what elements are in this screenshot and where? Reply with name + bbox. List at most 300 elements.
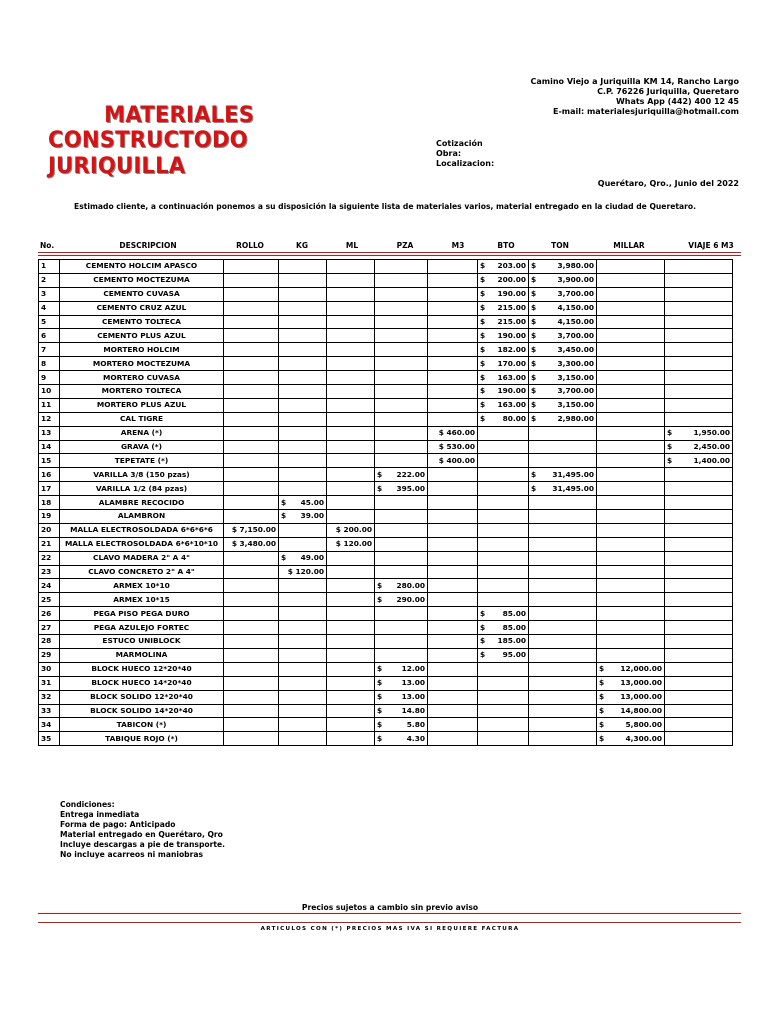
price-cell-bto [478,440,529,454]
price-cell-viaje [665,260,733,274]
price-cell-millar: $ 12,000.00 [597,662,665,676]
row-number: 10 [39,385,60,399]
price-cell-ml [327,496,375,510]
condition-line: Entrega inmediata [60,810,140,819]
price-cell-viaje [665,593,733,607]
price-cell-ton: $ 2,980.00 [529,412,597,426]
price-cell-millar [597,440,665,454]
price-cell-bto: $ 163.00 [478,398,529,412]
price-cell-pza [375,607,428,621]
price-cell-ml [327,704,375,718]
price-cell-rollo [224,426,279,440]
price-cell-millar [597,357,665,371]
table-row [39,648,733,662]
price-cell-m3 [428,607,478,621]
document-date: Querétaro, Qro., Junio del 2022 [597,179,739,188]
price-cell-kg: $ 39.00 [279,510,327,524]
price-cell-rollo [224,454,279,468]
price-cell-ml [327,565,375,579]
column-header: BTO [497,241,515,250]
price-cell-ml [327,690,375,704]
column-header: DESCRIPCION [119,241,177,250]
price-cell-kg [279,371,327,385]
price-cell-pza [375,371,428,385]
price-cell-kg [279,482,327,496]
price-cell-viaje [665,621,733,635]
price-cell-viaje [665,704,733,718]
price-cell-pza [375,537,428,551]
price-cell-millar [597,468,665,482]
price-cell-ml [327,482,375,496]
table-row [39,385,733,399]
price-cell-ml [327,676,375,690]
row-description: CLAVO CONCRETO 2" A 4" [60,565,224,579]
price-cell-millar [597,579,665,593]
price-cell-pza [375,510,428,524]
price-cell-rollo [224,398,279,412]
price-cell-m3 [428,676,478,690]
price-cell-millar: $ 5,800.00 [597,718,665,732]
price-cell-bto [478,718,529,732]
row-description: CAL TIGRE [60,412,224,426]
column-header: PZA [396,241,414,250]
price-cell-bto [478,704,529,718]
price-cell-rollo [224,468,279,482]
footer-rule [38,922,741,923]
row-description: BLOCK SOLIDO 12*20*40 [60,690,224,704]
price-cell-ml [327,357,375,371]
price-cell-kg [279,690,327,704]
price-cell-ton: $ 3,300.00 [529,357,597,371]
price-cell-ml [327,287,375,301]
price-cell-ton [529,523,597,537]
price-cell-viaje [665,496,733,510]
price-cell-pza [375,523,428,537]
column-header: M3 [451,241,465,250]
price-cell-ton [529,690,597,704]
price-cell-pza [375,648,428,662]
price-cell-ton [529,732,597,746]
row-number: 21 [39,537,60,551]
row-number: 30 [39,662,60,676]
row-description: MARMOLINA [60,648,224,662]
table-row [39,579,733,593]
price-cell-bto: $ 190.00 [478,329,529,343]
phone-line: Whats App (442) 400 12 45 [615,97,739,106]
price-cell-m3 [428,579,478,593]
column-header: KG [296,241,308,250]
price-cell-viaje: $ 1,400.00 [665,454,733,468]
price-cell-ton [529,704,597,718]
price-cell-viaje [665,385,733,399]
price-cell-rollo [224,718,279,732]
price-cell-m3 [428,273,478,287]
intro-text: Estimado cliente, a continuación ponemos a su disposición la siguiente lista de materiales varios, material entregado en la ciudad de Queretaro. [74,202,696,211]
price-cell-kg [279,704,327,718]
price-cell-viaje [665,357,733,371]
price-cell-m3 [428,635,478,649]
price-cell-m3 [428,371,478,385]
price-cell-millar: $ 13,000.00 [597,690,665,704]
price-cell-kg: $ 49.00 [279,551,327,565]
price-cell-pza: $ 395.00 [375,482,428,496]
price-cell-m3 [428,551,478,565]
price-cell-viaje [665,343,733,357]
footer-note: ARTICULOS CON (*) PRECIOS MAS IVA SI REQUIERE FACTURA [260,926,520,932]
row-number: 17 [39,482,60,496]
price-cell-pza [375,385,428,399]
price-cell-kg [279,454,327,468]
price-cell-ml [327,621,375,635]
price-cell-millar [597,260,665,274]
price-table [38,259,733,746]
price-cell-millar [597,565,665,579]
price-cell-bto [478,523,529,537]
price-cell-kg [279,523,327,537]
row-description: MORTERO CUVASA [60,371,224,385]
price-cell-rollo [224,496,279,510]
price-cell-millar: $ 14,800.00 [597,704,665,718]
price-cell-bto: $ 85.00 [478,621,529,635]
price-cell-rollo [224,621,279,635]
price-cell-ton [529,635,597,649]
row-description: ARENA (*) [60,426,224,440]
price-cell-millar [597,412,665,426]
price-cell-rollo [224,385,279,399]
price-cell-ton [529,676,597,690]
price-cell-viaje [665,676,733,690]
price-cell-m3 [428,385,478,399]
price-cell-rollo [224,440,279,454]
price-cell-ml [327,301,375,315]
price-cell-bto [478,426,529,440]
price-cell-millar [597,607,665,621]
price-cell-ton [529,718,597,732]
price-cell-ton [529,496,597,510]
price-cell-ton [529,426,597,440]
price-cell-millar [597,621,665,635]
row-number: 6 [39,329,60,343]
price-cell-m3: $ 530.00 [428,440,478,454]
price-cell-bto [478,732,529,746]
price-cell-ton [529,621,597,635]
price-cell-ton [529,593,597,607]
company-title-line2: CONSTRUCTODO JURIQUILLA [48,128,248,179]
price-cell-bto [478,510,529,524]
row-description: TABIQUE ROJO (*) [60,732,224,746]
price-cell-kg [279,676,327,690]
price-cell-rollo [224,510,279,524]
price-cell-bto: $ 215.00 [478,301,529,315]
price-cell-m3 [428,510,478,524]
price-cell-pza [375,315,428,329]
price-cell-rollo [224,579,279,593]
price-cell-ml [327,468,375,482]
price-cell-rollo [224,329,279,343]
price-cell-millar [597,510,665,524]
price-cell-viaje [665,537,733,551]
price-cell-viaje [665,301,733,315]
price-cell-m3 [428,468,478,482]
price-cell-bto [478,468,529,482]
price-cell-ml [327,398,375,412]
price-cell-ml: $ 120.00 [327,537,375,551]
row-description: ALAMBRON [60,510,224,524]
price-cell-bto [478,482,529,496]
price-cell-viaje [665,732,733,746]
row-description: BLOCK SOLIDO 14*20*40 [60,704,224,718]
price-cell-kg [279,385,327,399]
price-cell-ton [529,579,597,593]
price-cell-viaje: $ 2,450.00 [665,440,733,454]
price-cell-m3 [428,621,478,635]
price-cell-ton: $ 3,980.00 [529,260,597,274]
row-description: PEGA PISO PEGA DURO [60,607,224,621]
address-line: Camino Viejo a Juriquilla KM 14, Rancho Largo [530,77,739,86]
table-row [39,412,733,426]
price-cell-bto [478,593,529,607]
price-cell-ton [529,607,597,621]
price-cell-rollo [224,662,279,676]
price-cell-ml [327,371,375,385]
table-row [39,635,733,649]
price-cell-pza [375,565,428,579]
price-cell-millar [597,398,665,412]
price-cell-m3 [428,329,478,343]
price-cell-kg [279,648,327,662]
price-cell-m3 [428,343,478,357]
price-cell-pza: $ 290.00 [375,593,428,607]
price-cell-pza [375,454,428,468]
price-cell-kg [279,398,327,412]
row-number: 11 [39,398,60,412]
row-description: PEGA AZULEJO FORTEC [60,621,224,635]
price-cell-rollo [224,732,279,746]
price-cell-kg [279,273,327,287]
condition-line: No incluye acarreos ni maniobras [60,850,203,859]
price-cell-millar [597,371,665,385]
table-row [39,607,733,621]
table-row [39,454,733,468]
row-description: MORTERO MOCTEZUMA [60,357,224,371]
price-cell-rollo [224,635,279,649]
row-description: CEMENTO TOLTECA [60,315,224,329]
price-cell-m3 [428,287,478,301]
price-cell-viaje [665,287,733,301]
table-row [39,398,733,412]
table-row [39,593,733,607]
price-cell-m3 [428,398,478,412]
row-description: ARMEX 10*15 [60,593,224,607]
price-cell-m3 [428,732,478,746]
table-row [39,301,733,315]
price-cell-viaje [665,551,733,565]
row-description: MALLA ELECTROSOLDADA 6*6*10*10 [60,537,224,551]
price-cell-pza [375,287,428,301]
price-cell-pza [375,635,428,649]
price-cell-millar [597,496,665,510]
price-cell-pza: $ 5.80 [375,718,428,732]
condition-line: Incluye descargas a pie de transporte. [60,840,226,849]
price-cell-rollo [224,690,279,704]
price-cell-millar: $ 13,000.00 [597,676,665,690]
quote-label: Cotización [436,139,483,148]
price-cell-viaje [665,523,733,537]
price-cell-pza [375,260,428,274]
column-header: TON [551,241,569,250]
price-cell-bto [478,662,529,676]
table-row [39,523,733,537]
price-cell-viaje [665,482,733,496]
price-cell-bto: $ 163.00 [478,371,529,385]
price-cell-viaje [665,718,733,732]
table-row [39,510,733,524]
price-cell-pza: $ 14.80 [375,704,428,718]
price-cell-rollo [224,357,279,371]
price-cell-viaje [665,662,733,676]
price-cell-ml [327,385,375,399]
price-cell-m3 [428,301,478,315]
header-rule [38,255,741,256]
price-cell-viaje [665,398,733,412]
price-cell-m3 [428,690,478,704]
price-cell-rollo [224,315,279,329]
price-cell-ml [327,329,375,343]
row-number: 1 [39,260,60,274]
condition-line: Material entregado en Querétaro, Qro [60,830,223,839]
row-number: 29 [39,648,60,662]
row-number: 35 [39,732,60,746]
price-cell-millar [597,523,665,537]
price-cell-ml [327,273,375,287]
price-cell-kg [279,301,327,315]
column-header: MILLAR [613,241,645,250]
table-row [39,565,733,579]
price-cell-ml [327,260,375,274]
price-cell-rollo [224,676,279,690]
price-cell-m3 [428,260,478,274]
row-number: 4 [39,301,60,315]
price-cell-ml [327,662,375,676]
location-label: Localizacion: [436,159,495,168]
price-cell-bto: $ 80.00 [478,412,529,426]
price-cell-kg: $ 45.00 [279,496,327,510]
email-line: E-mail: materialesjuriquilla@hotmail.com [552,107,739,116]
price-cell-kg [279,537,327,551]
price-cell-ton [529,537,597,551]
price-cell-m3 [428,662,478,676]
column-header: No. [40,241,55,250]
price-cell-bto: $ 85.00 [478,607,529,621]
price-cell-ton [529,662,597,676]
price-cell-bto [478,551,529,565]
price-cell-bto: $ 190.00 [478,385,529,399]
price-cell-m3 [428,648,478,662]
price-cell-bto [478,537,529,551]
price-cell-kg [279,635,327,649]
table-row [39,287,733,301]
price-cell-pza: $ 13.00 [375,676,428,690]
price-cell-pza: $ 12.00 [375,662,428,676]
price-cell-bto [478,690,529,704]
price-cell-ml [327,718,375,732]
row-number: 27 [39,621,60,635]
company-title-line1: MATERIALES [104,103,255,128]
price-cell-bto: $ 182.00 [478,343,529,357]
row-number: 12 [39,412,60,426]
table-row [39,690,733,704]
price-cell-viaje [665,579,733,593]
row-description: CEMENTO CUVASA [60,287,224,301]
row-description: BLOCK HUECO 12*20*40 [60,662,224,676]
row-description: CEMENTO PLUS AZUL [60,329,224,343]
row-description: ESTUCO UNIBLOCK [60,635,224,649]
price-cell-kg [279,607,327,621]
price-cell-ton [529,565,597,579]
table-row [39,551,733,565]
price-cell-ton [529,454,597,468]
price-cell-rollo [224,704,279,718]
price-cell-rollo [224,648,279,662]
row-description: MORTERO PLUS AZUL [60,398,224,412]
price-cell-pza: $ 280.00 [375,579,428,593]
price-cell-kg [279,621,327,635]
row-number: 7 [39,343,60,357]
price-cell-pza: $ 4.30 [375,732,428,746]
row-number: 22 [39,551,60,565]
table-row [39,426,733,440]
price-cell-millar [597,593,665,607]
row-number: 31 [39,676,60,690]
header-rule [38,252,741,253]
price-cell-pza [375,329,428,343]
row-description: TABICON (*) [60,718,224,732]
price-cell-bto [478,579,529,593]
row-number: 26 [39,607,60,621]
column-header: VIAJE 6 M3 [688,241,734,250]
price-cell-pza: $ 222.00 [375,468,428,482]
price-notice: Precios sujetos a cambio sin previo aviso [301,903,479,912]
price-cell-rollo [224,301,279,315]
table-row [39,482,733,496]
price-cell-millar [597,537,665,551]
table-row [39,732,733,746]
price-cell-bto: $ 215.00 [478,315,529,329]
price-cell-ton: $ 4,150.00 [529,301,597,315]
table-row [39,357,733,371]
table-row [39,537,733,551]
row-description: MORTERO TOLTECA [60,385,224,399]
price-cell-ton [529,510,597,524]
price-cell-ml [327,412,375,426]
price-cell-m3 [428,496,478,510]
price-cell-ml [327,510,375,524]
price-cell-viaje [665,648,733,662]
price-cell-kg [279,412,327,426]
price-cell-ml [327,635,375,649]
price-cell-ml [327,551,375,565]
price-cell-millar [597,551,665,565]
price-cell-millar: $ 4,300.00 [597,732,665,746]
price-cell-pza [375,343,428,357]
price-cell-rollo [224,343,279,357]
price-cell-bto [478,565,529,579]
price-cell-ton: $ 3,450.00 [529,343,597,357]
price-cell-ml [327,315,375,329]
price-cell-ton: $ 3,700.00 [529,385,597,399]
table-row [39,343,733,357]
price-cell-bto: $ 190.00 [478,287,529,301]
